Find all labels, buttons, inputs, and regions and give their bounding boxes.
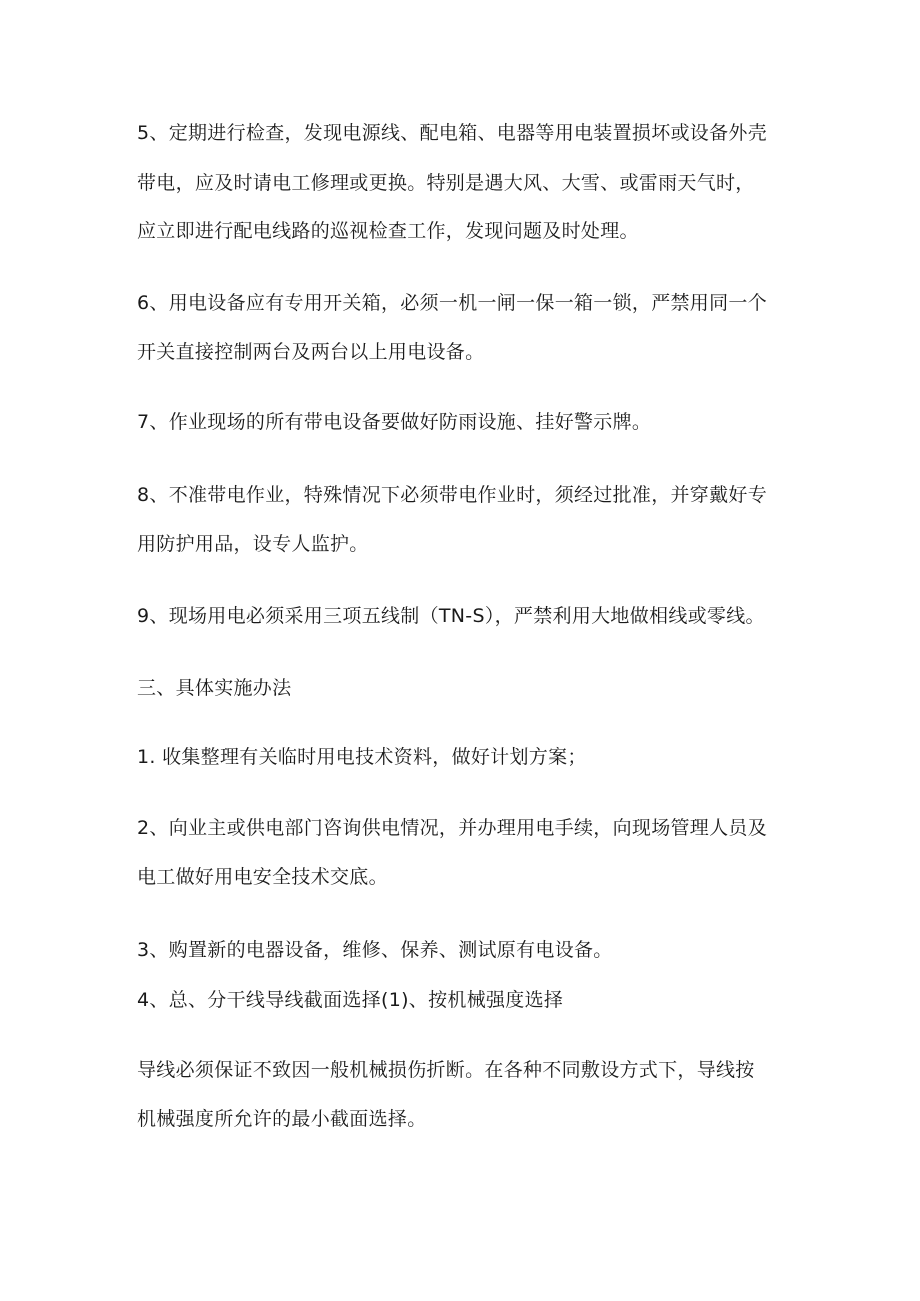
text-line: 8、不准带电作业，特殊情况下必须带电作业时，须经过批准，并穿戴好专	[137, 484, 767, 506]
text-line: 带电，应及时请电工修理或更换。特别是遇大风、大雪、或雷雨天气时，	[137, 172, 755, 194]
text-line: 7、作业现场的所有带电设备要做好防雨设施、挂好警示牌。	[137, 411, 652, 433]
text-line: 导线必须保证不致因一般机械损伤折断。在各种不同敷设方式下，导线按	[137, 1059, 755, 1081]
section-heading: 三、具体实施办法	[137, 677, 292, 699]
text-line: 5、定期进行检查，发现电源线、配电箱、电器等用电装置损坏或设备外壳	[137, 122, 767, 144]
text-line: 应立即进行配电线路的巡视检查工作，发现问题及时处理。	[137, 220, 639, 242]
text-line: 6、用电设备应有专用开关箱，必须一机一闸一保一箱一锁，严禁用同一个	[137, 292, 767, 314]
text-line: 4、总、分干线导线截面选择(1)、按机械强度选择	[137, 989, 564, 1011]
text-line: 2、向业主或供电部门咨询供电情况，并办理用电手续，向现场管理人员及	[137, 817, 767, 839]
text-line: 9、现场用电必须采用三项五线制（TN-S），严禁利用大地做相线或零线。	[137, 605, 765, 627]
text-line: 3、购置新的电器设备，维修、保养、测试原有电设备。	[137, 939, 613, 961]
text-line: 用防护用品，设专人监护。	[137, 533, 369, 555]
text-line: 机械强度所允许的最小截面选择。	[137, 1108, 427, 1130]
text-line: 开关直接控制两台及两台以上用电设备。	[137, 341, 485, 363]
text-line: 电工做好用电安全技术交底。	[137, 866, 388, 888]
text-line: 1. 收集整理有关临时用电技术资料，做好计划方案；	[137, 746, 587, 768]
